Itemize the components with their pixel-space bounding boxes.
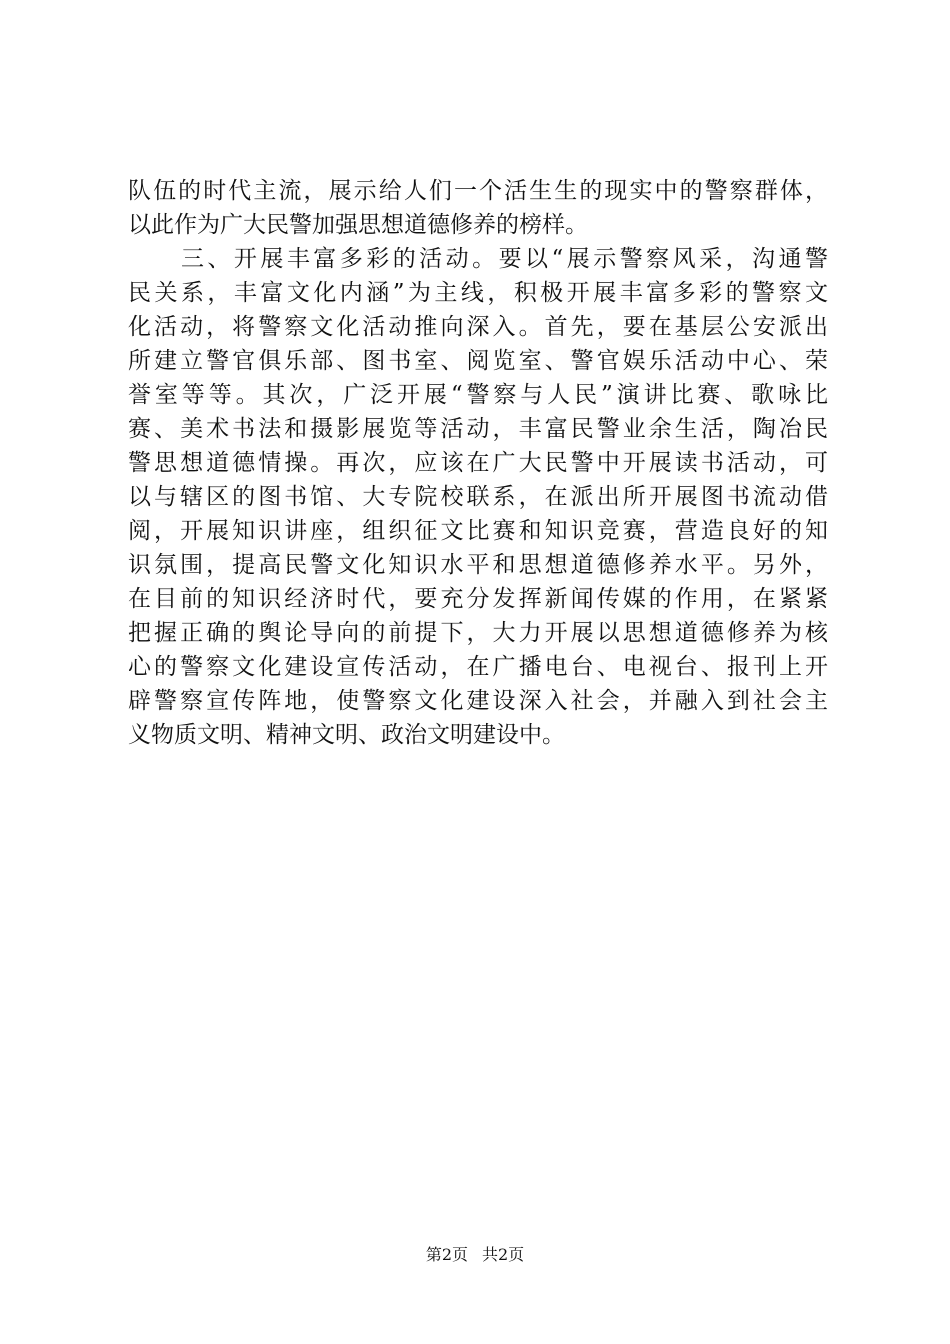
text-line: 誉室等等。其次，广泛开展“警察与人民”演讲比赛、歌咏比 [128,382,828,408]
text-line: 识氛围，提高民警文化知识水平和思想道德修养水平。另外， [128,552,828,578]
text-line: 三、开展丰富多彩的活动。要以“展示警察风采，沟通警 [128,246,828,272]
text-line: 心的警察文化建设宣传活动，在广播电台、电视台、报刊上开 [128,654,828,680]
text-line: 所建立警官俱乐部、图书室、阅览室、警官娱乐活动中心、荣 [128,348,828,374]
text-line: 义物质文明、精神文明、政治文明建设中。 [128,722,565,748]
text-line: 以此作为广大民警加强思想道德修养的榜样。 [128,212,588,238]
text-line: 队伍的时代主流，展示给人们一个活生生的现实中的警察群体， [128,178,828,204]
text-line: 辟警察宣传阵地，使警察文化建设深入社会，并融入到社会主 [128,688,828,714]
text-line: 把握正确的舆论导向的前提下，大力开展以思想道德修养为核 [128,620,828,646]
text-line: 民关系，丰富文化内涵”为主线，积极开展丰富多彩的警察文 [128,280,828,306]
page-footer [0,1244,950,1266]
body-text [128,174,828,752]
text-line: 阅，开展知识讲座，组织征文比赛和知识竞赛，营造良好的知 [128,518,828,544]
text-line: 以与辖区的图书馆、大专院校联系，在派出所开展图书流动借 [128,484,828,510]
page-total: 共2页 [482,1245,525,1264]
text-line: 警思想道德情操。再次，应该在广大民警中开展读书活动，可 [128,450,828,476]
page-number: 第2页 [425,1245,468,1264]
text-line: 化活动，将警察文化活动推向深入。首先，要在基层公安派出 [128,314,828,340]
text-line: 赛、美术书法和摄影展览等活动，丰富民警业余生活，陶冶民 [128,416,828,442]
text-line: 在目前的知识经济时代，要充分发挥新闻传媒的作用，在紧紧 [128,586,828,612]
